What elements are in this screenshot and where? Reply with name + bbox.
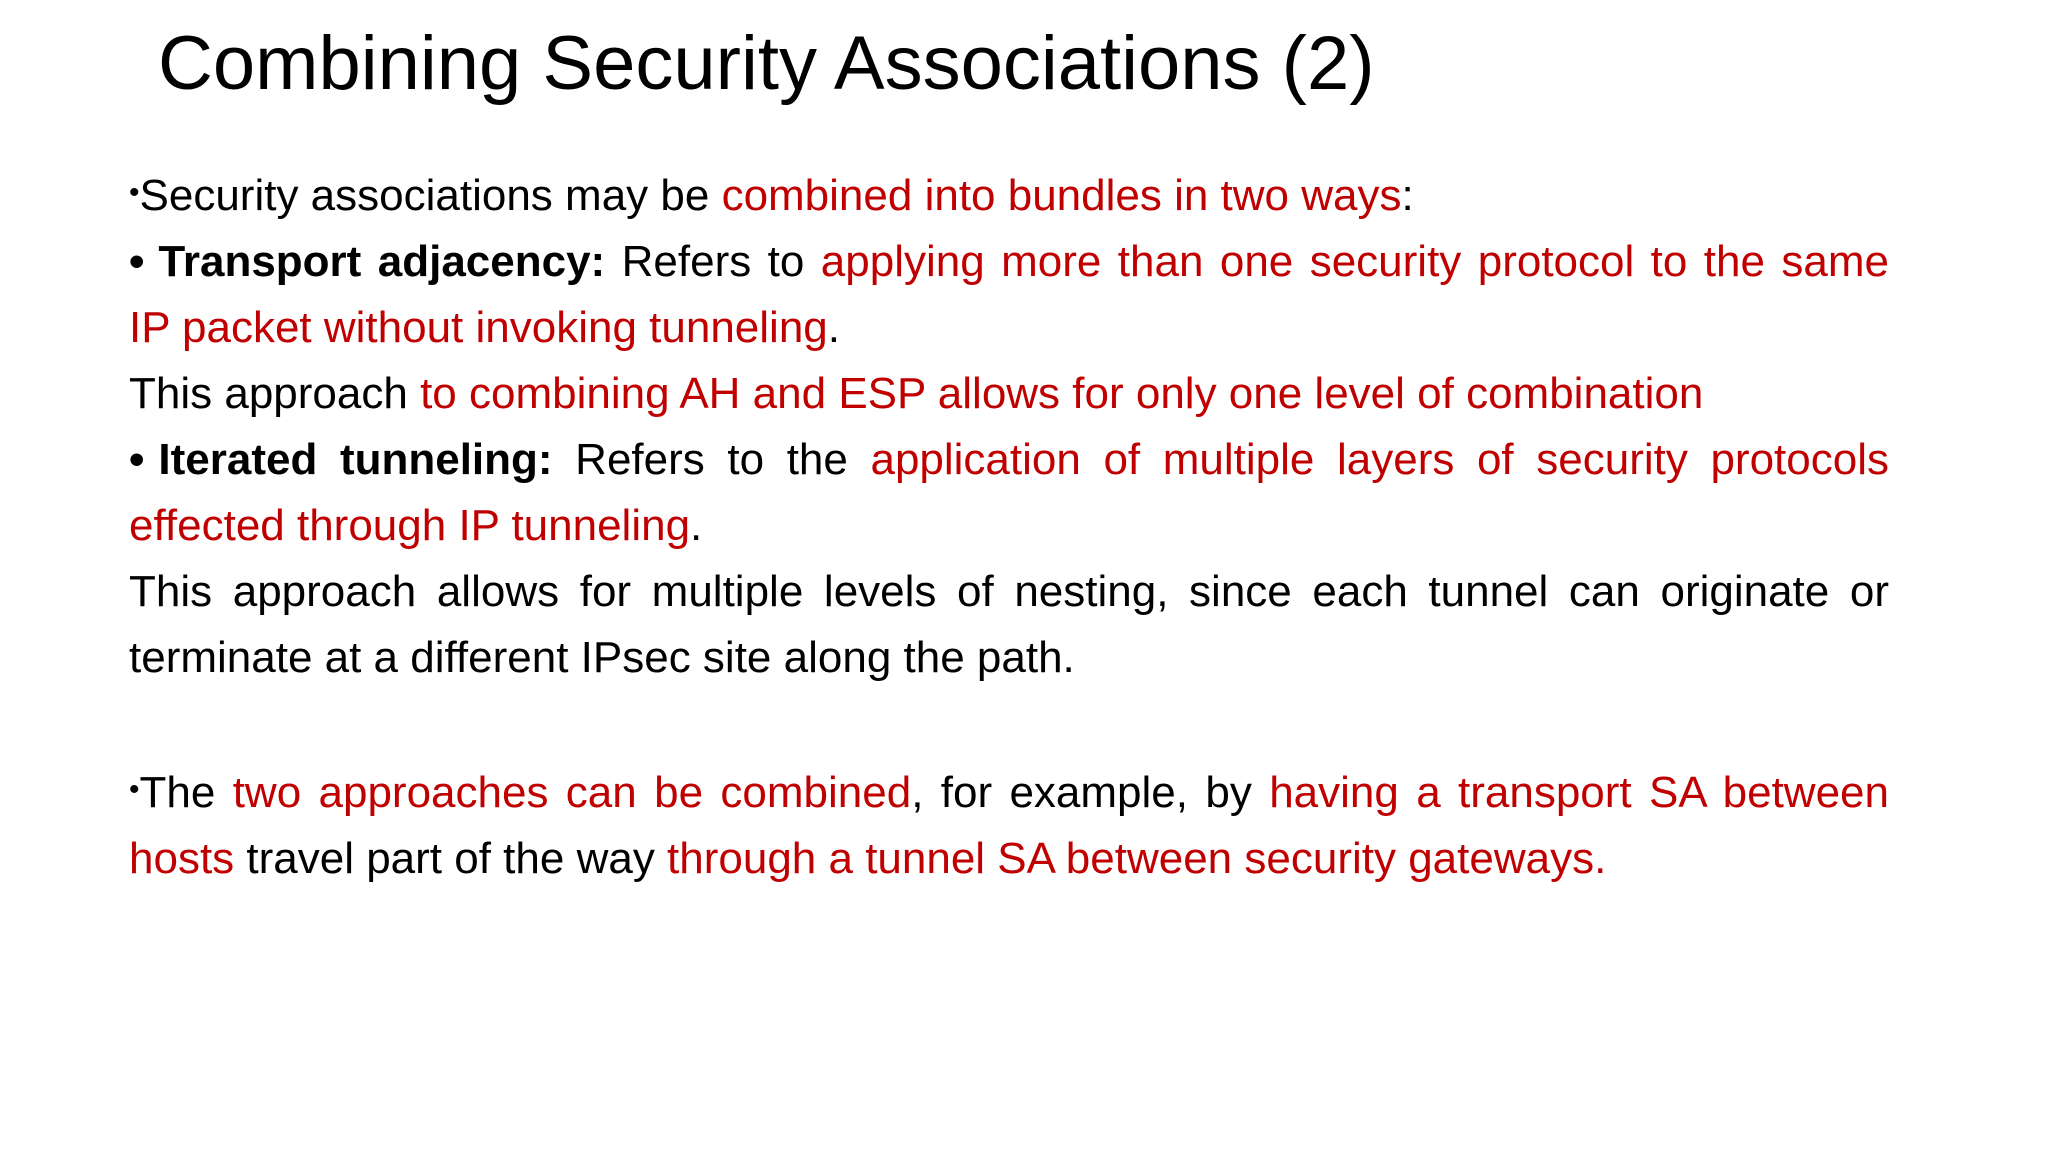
term-label: Transport adjacency: — [158, 237, 606, 286]
slide-body — [129, 160, 1889, 892]
bullet: • — [129, 237, 145, 286]
paragraph-nesting — [129, 559, 1889, 691]
text-segment: : — [1401, 171, 1414, 220]
text-segment: Security associations may be — [139, 171, 722, 220]
text-segment: . — [690, 501, 703, 550]
spacer — [129, 691, 1889, 757]
text-segment: Refers to the — [552, 435, 871, 484]
text-segment: . — [827, 303, 840, 352]
text-segment: Refers to — [605, 237, 821, 286]
slide-title: Combining Security Associations (2) — [158, 21, 1375, 106]
paragraph-iterated-tunneling — [129, 427, 1889, 559]
highlight-segment: combined into bundles in two ways — [721, 171, 1402, 220]
paragraph-combined — [129, 757, 1889, 892]
highlight-segment: two approaches can be combined — [232, 768, 912, 817]
text-segment: This approach — [129, 369, 421, 418]
bullet: • — [129, 176, 140, 209]
text-segment: This approach allows for multiple levels of nesting, since each tunnel can originate or terminate at a different IPsec site along the path. — [129, 567, 1889, 682]
text-segment: , for example, by — [911, 768, 1270, 817]
bullet: • — [129, 773, 140, 806]
highlight-segment: through a tunnel SA between security gateways. — [667, 834, 1607, 883]
bullet: • — [129, 435, 145, 484]
highlight-segment: application of multiple layers of security protocols effected through IP tunneling — [129, 435, 1889, 550]
paragraph-transport-adjacency — [129, 229, 1889, 361]
paragraph-transport-approach — [129, 361, 1889, 427]
text-segment: The — [139, 768, 233, 817]
paragraph-bundles — [129, 160, 1889, 229]
highlight-segment: to combining AH and ESP allows for only one level of combination — [420, 369, 1704, 418]
highlight-segment: applying more than one security protocol to the same IP packet without invoking tunneling — [129, 237, 1889, 352]
text-segment: travel part of the way — [234, 834, 668, 883]
highlight-segment: having a transport SA between hosts — [129, 768, 1889, 883]
term-label: Iterated tunneling: — [158, 435, 553, 484]
